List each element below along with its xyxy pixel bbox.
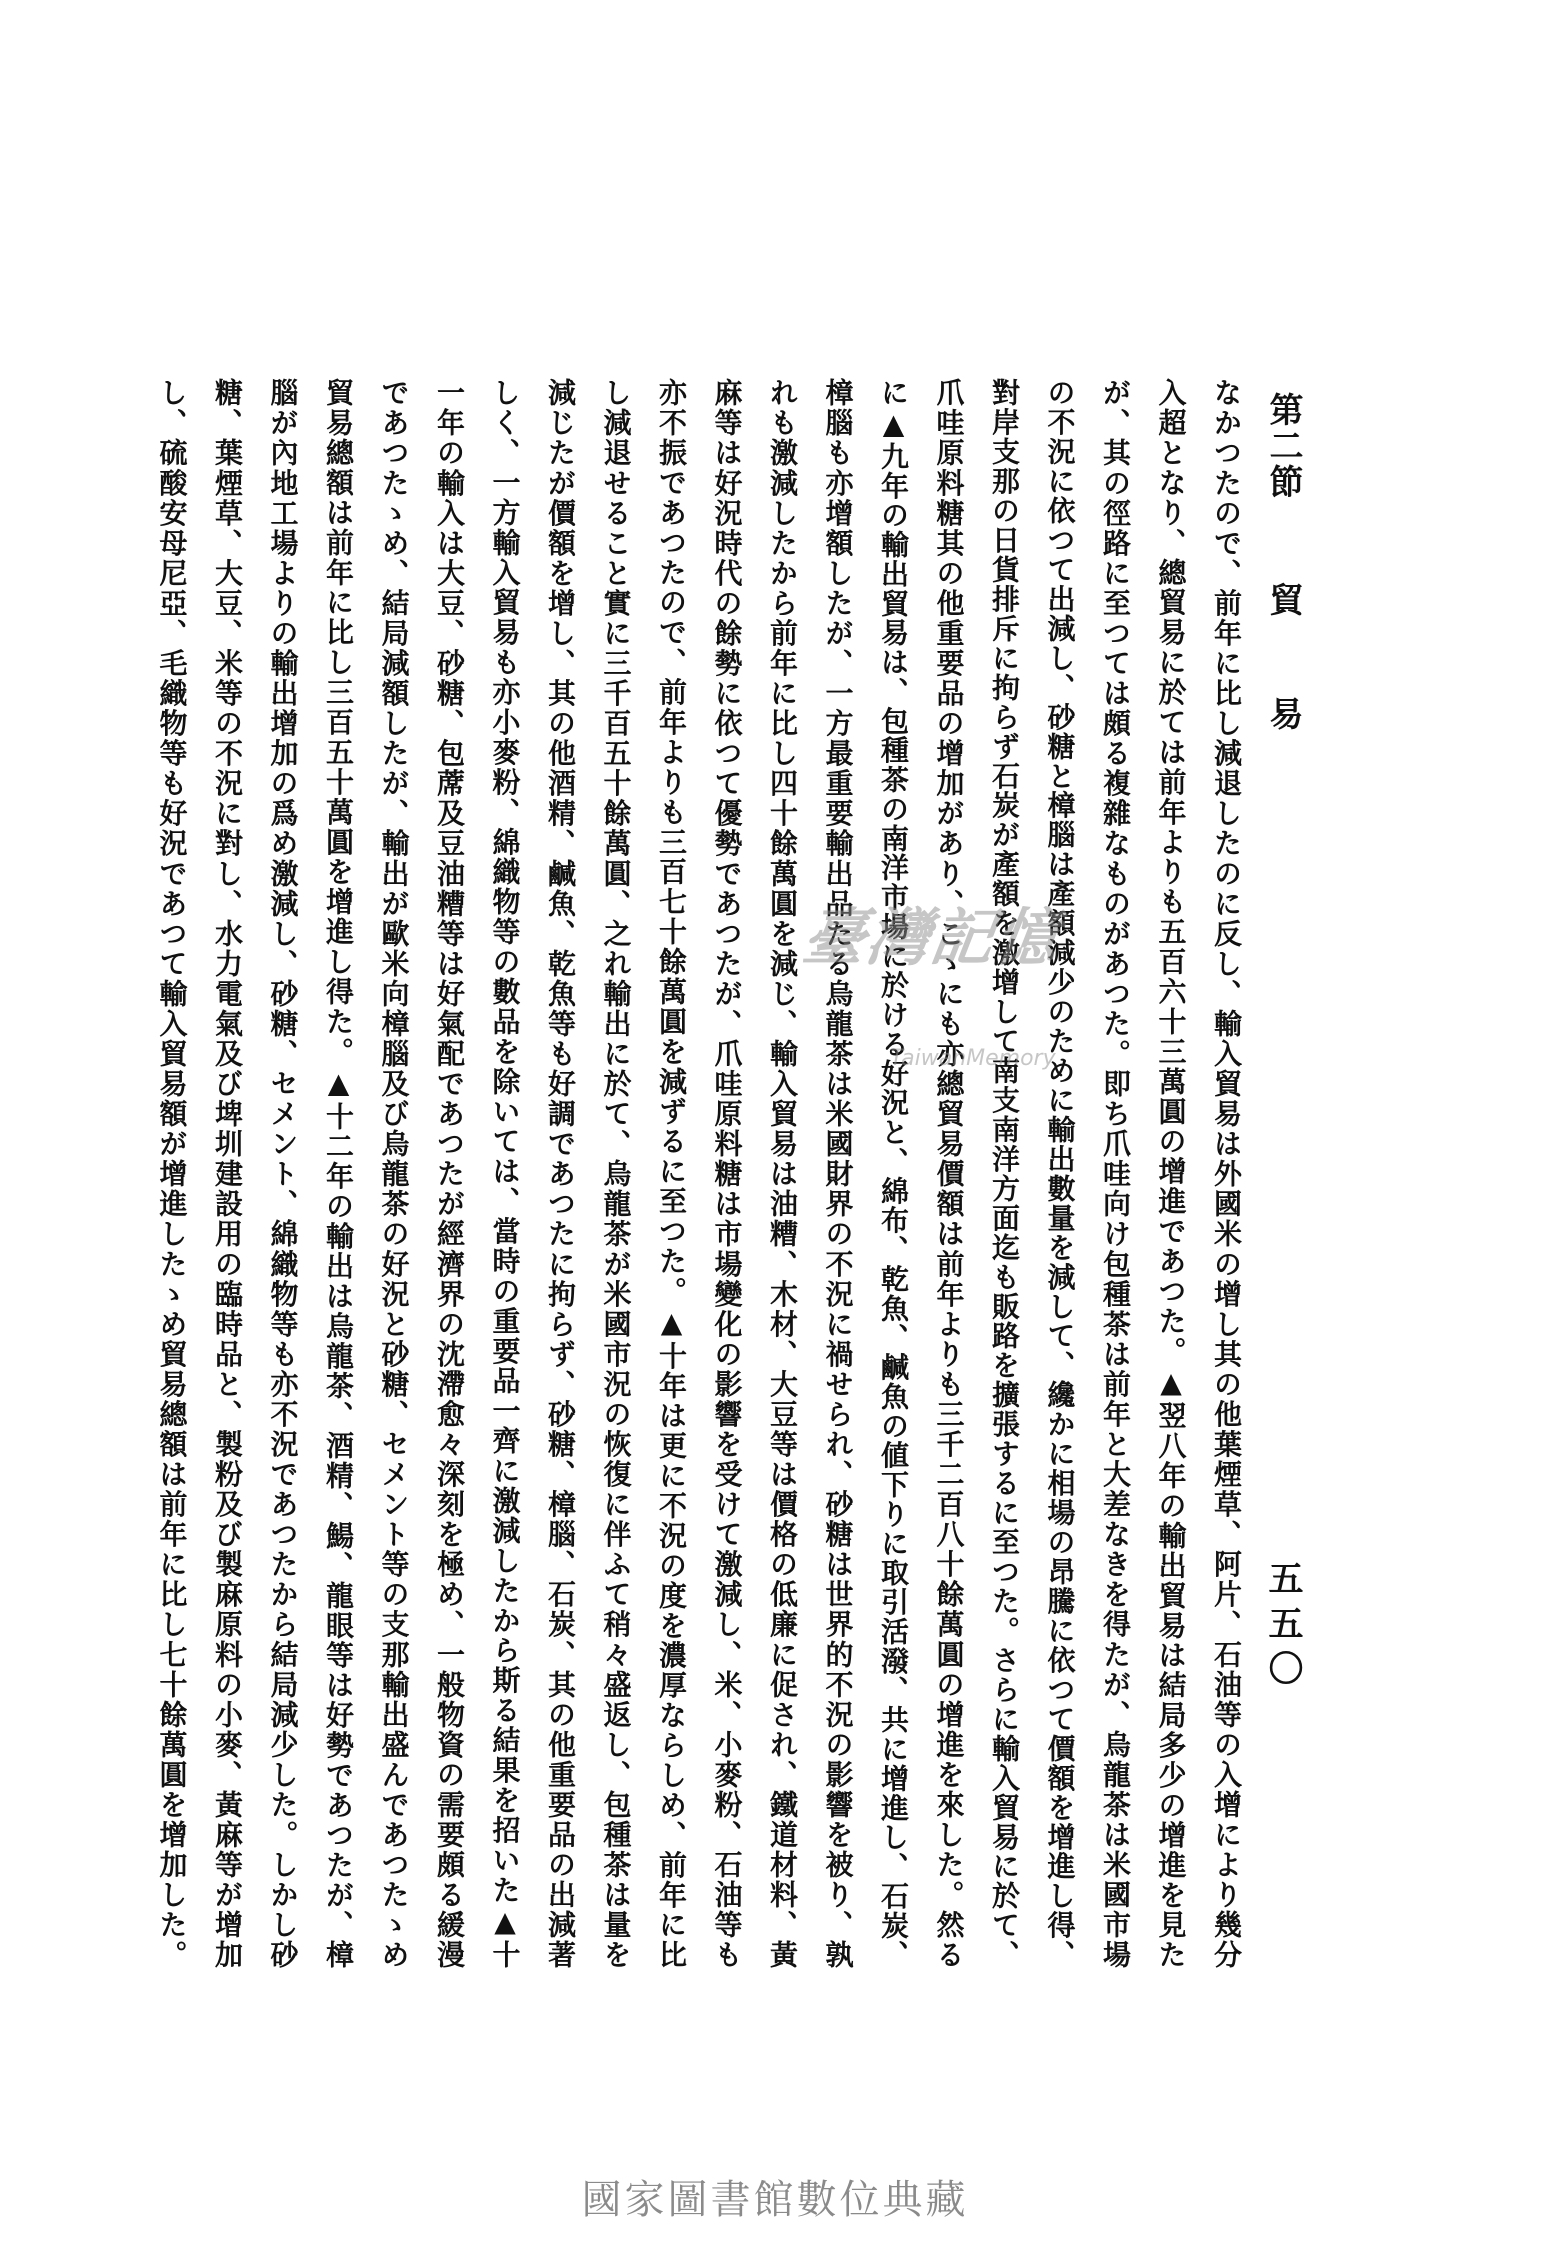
text-column: 糖、葉煙草、大豆、米等の不況に對し、水力電氣及び埤圳建設用の臨時品と、製粉及び製麻原料の小麥、黃麻等が增加 [211,378,244,1968]
text-column: し、硫酸安母尼亞、毛織物等も好況であつて輸入貿易額が增進したゝめ貿易總額は前年に比し七十餘萬圓を增加した。 [155,378,189,1968]
text-column: 貿易總額は前年に比し三百五十萬圓を增進し得た。▲十二年の輸出は烏龍茶、酒精、鰑、龍眼等は好勢であつたが、樟 [322,378,355,1968]
text-column: 腦が內地工場よりの輸出增加の爲め激減し、砂糖、セメント、綿織物等も亦不況であつたから結局減少した。しかし砂 [266,378,300,1968]
text-column: 亦不振であつたので、前年よりも三百七十餘萬圓を減ずるに至つた。▲十年は更に不況の度を濃厚ならしめ、前年に比 [655,378,688,1968]
running-head-section: 第二節 [1263,392,1303,500]
text-column: に▲九年の輸出貿易は、包種茶の南洋市場に於ける好況と、綿布、乾魚、鹹魚の値下りに取引活潑、共に增進し、石炭、 [877,378,910,1968]
watermark-subtitle: TaiwanMemory [890,1046,1056,1071]
text-column: 樟腦も亦增額したが、一方最重要輸出品たる烏龍茶は米國財界の不況に禍せられ、砂糖は世界的不況の影響を被り、孰 [821,378,855,1968]
text-column: 麻等は好況時代の餘勢に依つて優勢であつたが、爪哇原料糖は市場變化の影響を受けて激減し、米、小麥粉、石油等も [710,378,744,1968]
text-column: れも激減したから前年に比し四十餘萬圓を減じ、輸入貿易は油糟、木材、大豆等は價格の低廉に促され、鐵道材料、黃 [766,378,799,1968]
text-column: 一年の輸入は大豆、砂糖、包蓆及豆油糟等は好氣配であつたが經濟界の沈滯愈々深刻を極め、一般物資の需要頗る緩漫 [433,378,466,1968]
watermark-title: 臺灣記憶 [798,901,1065,974]
text-column: し減退せること實に三千百五十餘萬圓、之れ輸出に於て、烏龍茶が米國市況の恢復に伴ふて稍々盛返し、包種茶は量を [599,378,633,1968]
text-column: 減じたが價額を增し、其の他酒精、鹹魚、乾魚等も好調であつたに拘らず、砂糖、樟腦、石炭、其の他重要品の出減著 [544,378,577,1968]
body-text [144,378,1254,1968]
running-head-title: 貿易 [1263,582,1303,810]
text-column: が、其の徑路に至つては頗る複雜なものがあつた。即ち爪哇向け包種茶は前年と大差なきを得たが、烏龍茶は米國市場 [1099,378,1132,1968]
footer-credit: 國家圖書館數位典藏 [581,2177,969,2223]
text-column: であつたゝめ、結局減額したが、輸出が歐米向樟腦及び烏龍茶の好況と砂糖、セメント等の支那輸出盛んであつたゝめ [377,378,411,1968]
page-number: 五五〇 [1263,1560,1304,1695]
text-column: 入超となり、總貿易に於ては前年よりも五百六十三萬圓の增進であつた。▲翌八年の輸出貿易は結局多少の增進を見た [1154,378,1188,1968]
text-column: 對岸支那の日貨排斥に拘らず石炭が產額を激增して南支南洋方面迄も販路を擴張するに至つた。さらに輸入貿易に於て、 [988,378,1021,1968]
text-column: なかつたので、前年に比し減退したのに反し、輸入貿易は外國米の增し其の他葉煙草、阿片、石油等の入增により幾分 [1210,378,1243,1968]
text-column: 爪哇原料糖其の他重要品の增加があり、こゝにも亦總貿易價額は前年よりも三千二百八十餘萬圓の增進を來した。然る [932,378,966,1968]
text-column: しく、一方輸入貿易も亦小麥粉、綿織物等の數品を除いては、當時の重要品一齊に激減したから斯る結果を招いた▲十 [488,378,522,1968]
text-column: の不況に依つて出減し、砂糖と樟腦は產額減少のために輸出數量を減して、纔かに相場の昂騰に依つて價額を增進し得、 [1043,378,1077,1968]
